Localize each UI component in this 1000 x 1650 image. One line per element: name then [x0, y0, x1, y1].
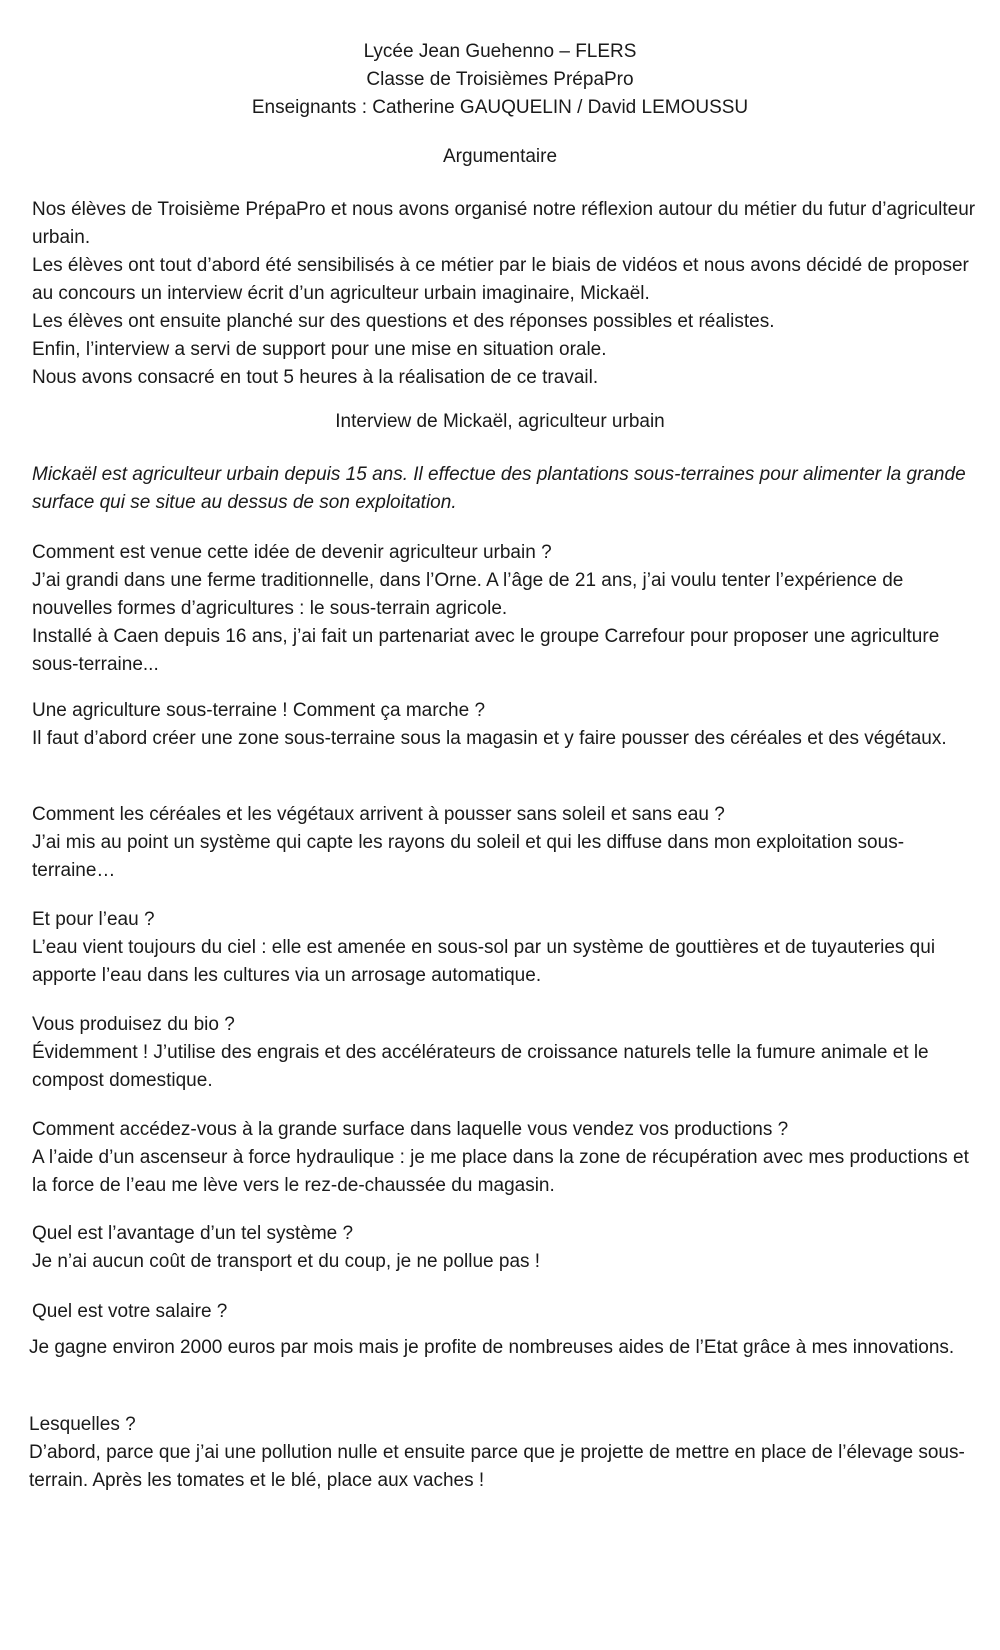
- answer: Installé à Caen depuis 16 ans, j’ai fait un partenariat avec le groupe Carrefour pour proposer une agriculture sous-terraine...: [32, 626, 940, 675]
- qa-item: [32, 906, 982, 990]
- question: Comment est venue cette idée de devenir agriculteur urbain ?: [32, 542, 552, 563]
- question: Une agriculture sous-terraine ! Comment ça marche ?: [32, 700, 486, 721]
- argumentaire-paragraph: Enfin, l’interview a servi de support pour une mise en situation orale.: [32, 339, 607, 360]
- argumentaire-paragraph: Les élèves ont tout d’abord été sensibilisés à ce métier par le biais de vidéos et nous avons décidé de proposer au concours un interview écrit d’un agriculteur urbain imaginaire, Mickaël.: [32, 255, 969, 304]
- class-name: Classe de Troisièmes PrépaPro: [366, 69, 634, 90]
- argumentaire-title: Argumentaire: [442, 146, 558, 167]
- teachers-line: Enseignants : Catherine GAUQUELIN / David LEMOUSSU: [251, 97, 749, 118]
- answer: Je gagne environ 2000 euros par mois mais je profite de nombreuses aides de l’Etat grâce à mes innovations.: [29, 1337, 955, 1358]
- qa-item: [32, 801, 982, 885]
- argumentaire-paragraph: Nous avons consacré en tout 5 heures à la réalisation de ce travail.: [32, 367, 599, 388]
- interview-title: Interview de Mickaël, agriculteur urbain: [335, 411, 665, 432]
- answer: Il faut d’abord créer une zone sous-terraine sous la magasin et y faire pousser des céréales et des végétaux.: [32, 728, 947, 749]
- qa-item: [32, 1011, 982, 1095]
- qa-item: [29, 1411, 979, 1495]
- qa-item: [32, 1116, 982, 1200]
- interview-intro: Mickaël est agriculteur urbain depuis 15 ans. Il effectue des plantations sous-terraines pour alimenter la grande surface qui se situe au dessus de son exploitation.: [32, 464, 966, 513]
- question: Quel est l’avantage d’un tel système ?: [32, 1223, 354, 1244]
- school-name: Lycée Jean Guehenno – FLERS: [363, 41, 637, 62]
- qa-item: [32, 539, 982, 679]
- argumentaire-paragraph: Nos élèves de Troisième PrépaPro et nous avons organisé notre réflexion autour du métier du futur d’agriculteur urbain.: [32, 199, 976, 248]
- answer: L’eau vient toujours du ciel : elle est amenée en sous-sol par un système de gouttières et de tuyauteries qui apporte l’eau dans les cultures via un arrosage automatique.: [32, 937, 936, 986]
- argumentaire-paragraph: Les élèves ont ensuite planché sur des questions et des réponses possibles et réalistes.: [32, 311, 775, 332]
- qa-item: [29, 1298, 982, 1362]
- answer: A l’aide d’un ascenseur à force hydraulique : je me place dans la zone de récupération avec mes productions et la force de l’eau me lève vers le rez-de-chaussée du magasin.: [32, 1147, 969, 1196]
- question: Comment accédez-vous à la grande surface dans laquelle vous vendez vos productions ?: [32, 1119, 789, 1140]
- answer: J’ai grandi dans une ferme traditionnelle, dans l’Orne. A l’âge de 21 ans, j’ai voulu tenter l’expérience de nouvelles formes d’agricultures : le sous-terrain agricole.: [32, 570, 904, 619]
- qa-item: [32, 697, 982, 753]
- question: Et pour l’eau ?: [32, 909, 155, 930]
- answer: J’ai mis au point un système qui capte les rayons du soleil et qui les diffuse dans mon exploitation sous-terraine…: [32, 832, 905, 881]
- answer: Je n’ai aucun coût de transport et du coup, je ne pollue pas !: [32, 1251, 541, 1272]
- question: Lesquelles ?: [29, 1414, 136, 1435]
- argumentaire-body: [32, 196, 982, 392]
- qa-item: [32, 1220, 982, 1276]
- question: Quel est votre salaire ?: [32, 1301, 228, 1322]
- answer: Évidemment ! J’utilise des engrais et des accélérateurs de croissance naturels telle la fumure animale et le compost domestique.: [32, 1042, 929, 1091]
- answer: D’abord, parce que j’ai une pollution nulle et ensuite parce que je projette de mettre en place de l’élevage sous-terrain. Après les tomates et le blé, place aux vaches !: [29, 1442, 965, 1491]
- question: Comment les céréales et les végétaux arrivent à pousser sans soleil et sans eau ?: [32, 804, 725, 825]
- question: Vous produisez du bio ?: [32, 1014, 235, 1035]
- document-header: [0, 38, 1000, 122]
